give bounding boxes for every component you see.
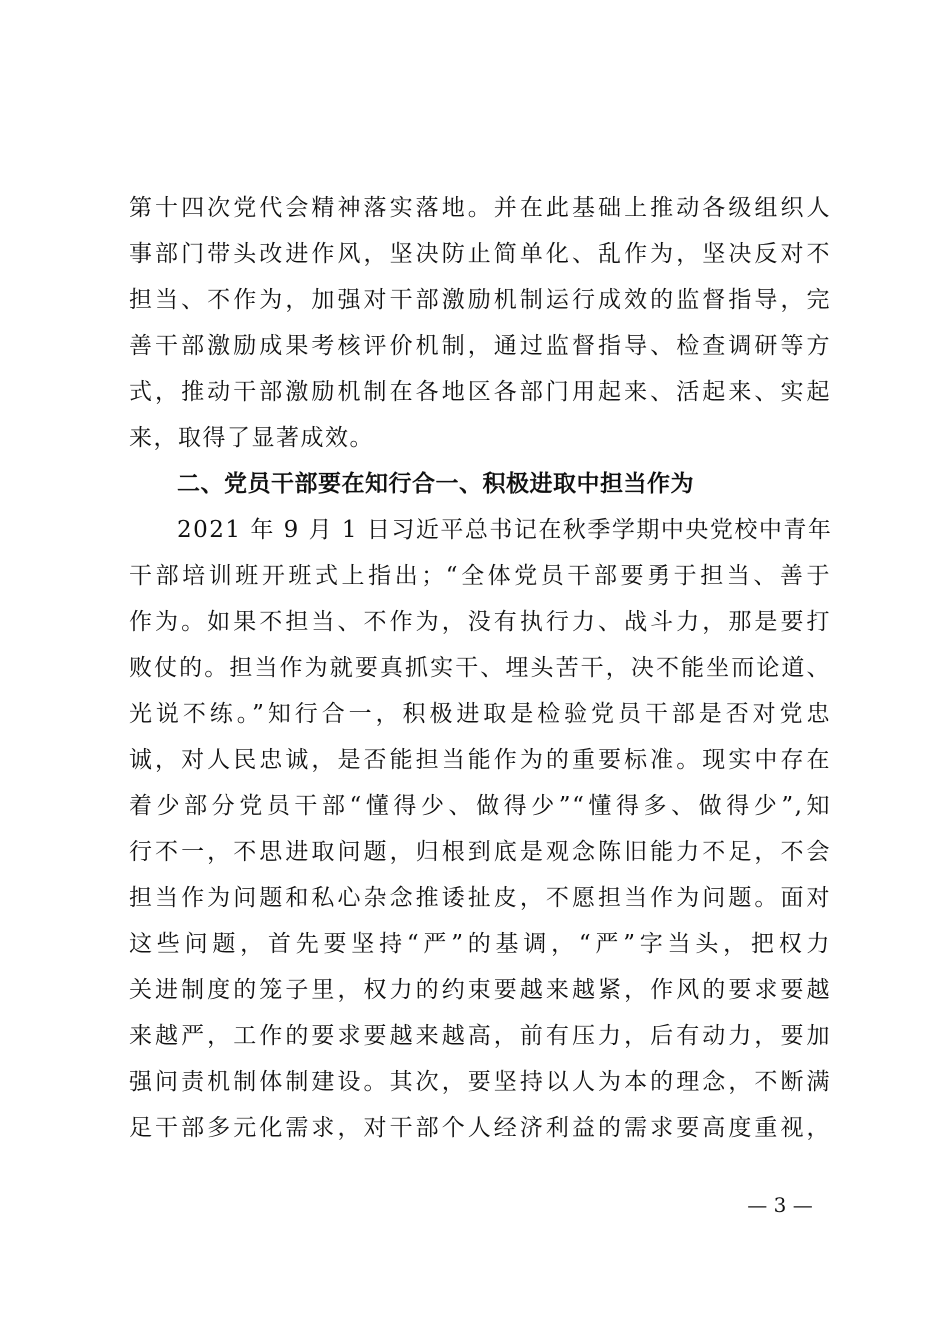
text-line: 担当、不作为，加强对干部激励机制运行成效的监督指导，完 <box>129 287 831 313</box>
text-line: 诚，对人民忠诚，是否能担当能作为的重要标准。现实中存在 <box>129 747 831 773</box>
text-line: 来越严，工作的要求要越来越高，前有压力，后有动力，要加 <box>129 1023 831 1049</box>
text-line: 第十四次党代会精神落实落地。并在此基础上推动各级组织人 <box>129 195 831 221</box>
text-line: 来，取得了显著成效。 <box>129 425 374 451</box>
text-line: 善干部激励成果考核评价机制，通过监督指导、检查调研等方 <box>129 333 831 359</box>
text-line: 干部培训班开班式上指出；“全体党员干部要勇于担当、善于 <box>129 563 831 589</box>
page-number: — 3 — <box>747 1193 813 1217</box>
text-line: 强问责机制体制建设。其次，要坚持以人为本的理念，不断满 <box>129 1069 831 1095</box>
paragraph-continuation <box>129 185 831 1151</box>
text-line: 关进制度的笼子里，权力的约束要越来越紧，作风的要求要越 <box>129 977 831 1003</box>
text-line: 担当作为问题和私心杂念推诿扯皮，不愿担当作为问题。面对 <box>129 885 831 911</box>
section-heading: 二、党员干部要在知行合一、积极进取中担当作为 <box>177 471 694 497</box>
text-line: 着少部分党员干部“懂得少、做得少”“懂得多、做得少”,知 <box>129 793 831 819</box>
text-line: 光说不练。”知行合一，积极进取是检验党员干部是否对党忠 <box>129 701 831 727</box>
text-line: 足干部多元化需求，对干部个人经济利益的需求要高度重视， <box>129 1115 831 1141</box>
text-line: 作为。如果不担当、不作为，没有执行力、战斗力，那是要打 <box>129 609 831 635</box>
text-line: 式，推动干部激励机制在各地区各部门用起来、活起来、实起 <box>129 379 831 405</box>
text-line: 事部门带头改进作风，坚决防止简单化、乱作为，坚决反对不 <box>129 241 831 267</box>
text-line: 2021 年 9 月 1 日习近平总书记在秋季学期中央党校中青年 <box>177 517 833 543</box>
text-line: 行不一，不思进取问题，归根到底是观念陈旧能力不足，不会 <box>129 839 831 865</box>
text-line: 这些问题，首先要坚持“严”的基调，“严”字当头，把权力 <box>129 931 831 957</box>
text-line: 败仗的。担当作为就要真抓实干、埋头苦干，决不能坐而论道、 <box>129 655 831 681</box>
